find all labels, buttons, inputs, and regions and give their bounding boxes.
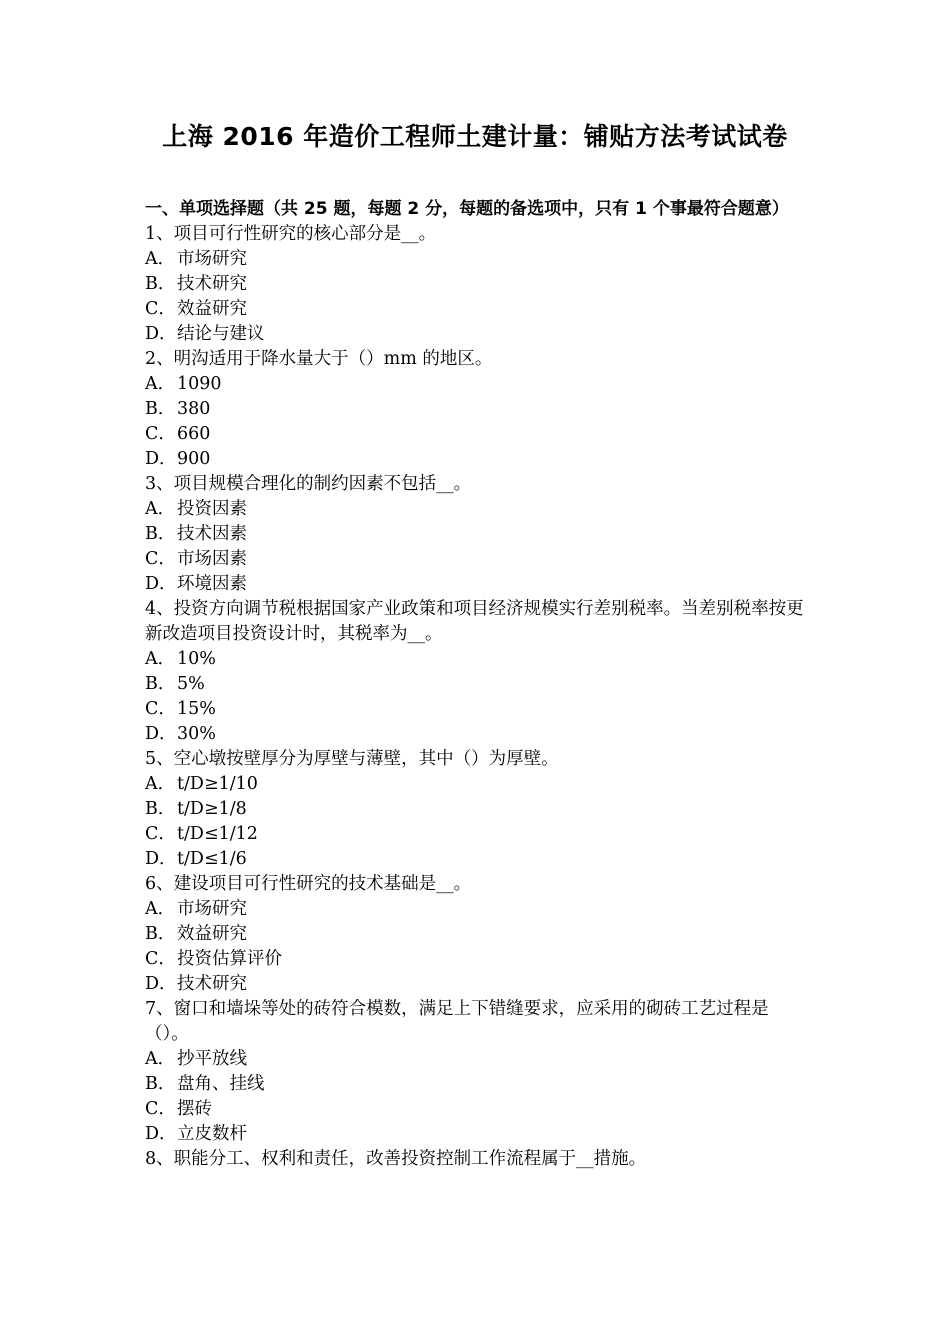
document-body <box>145 197 810 1172</box>
option-letter: A． <box>145 899 176 919</box>
question-text: 1、项目可行性研究的核心部分是__。 <box>145 224 437 244</box>
answer-option <box>145 547 810 572</box>
question-text: 8、职能分工、权利和责任，改善投资控制工作流程属于__措施。 <box>145 1149 647 1169</box>
question-text: 7、窗口和墙垛等处的砖符合模数，满足上下错缝要求，应采用的砌砖工艺过程是（）。 <box>145 999 769 1044</box>
option-letter: D． <box>145 1124 177 1144</box>
option-letter: C． <box>145 824 176 844</box>
option-letter: B． <box>145 524 176 544</box>
option-letter: B． <box>145 924 176 944</box>
answer-option <box>145 272 810 297</box>
answer-option <box>145 1122 810 1147</box>
option-text: 结论与建议 <box>177 324 265 344</box>
answer-option <box>145 697 810 722</box>
option-text: 市场因素 <box>177 549 247 569</box>
option-text: 市场研究 <box>177 899 247 919</box>
question-block <box>145 747 810 872</box>
question-block <box>145 1147 810 1172</box>
option-text: 660 <box>177 424 211 444</box>
option-letter: D． <box>145 724 177 744</box>
answer-option <box>145 672 810 697</box>
answer-option <box>145 847 810 872</box>
answer-option <box>145 897 810 922</box>
option-list <box>145 497 810 597</box>
question-block <box>145 997 810 1147</box>
question-block <box>145 222 810 347</box>
answer-option <box>145 1072 810 1097</box>
answer-option <box>145 447 810 472</box>
answer-option <box>145 722 810 747</box>
option-list <box>145 897 810 997</box>
option-letter: C． <box>145 949 176 969</box>
option-text: 技术因素 <box>177 524 247 544</box>
option-letter: D． <box>145 849 177 869</box>
answer-option <box>145 822 810 847</box>
option-text: 投资估算评价 <box>177 949 282 969</box>
option-text: 效益研究 <box>177 299 247 319</box>
option-letter: D． <box>145 449 177 469</box>
option-letter: D． <box>145 974 177 994</box>
option-list <box>145 1047 810 1147</box>
option-letter: B． <box>145 1074 176 1094</box>
option-text: t/D≤1/12 <box>177 824 258 844</box>
question-text: 3、项目规模合理化的制约因素不包括__。 <box>145 474 472 494</box>
option-text: t/D≥1/10 <box>177 774 258 794</box>
option-text: 900 <box>177 449 211 469</box>
answer-option <box>145 972 810 997</box>
option-text: 市场研究 <box>177 249 247 269</box>
option-letter: C． <box>145 699 176 719</box>
option-letter: C． <box>145 549 176 569</box>
option-text: 摆砖 <box>177 1099 212 1119</box>
option-text: t/D≤1/6 <box>177 849 247 869</box>
option-letter: A． <box>145 649 176 669</box>
option-text: 技术研究 <box>177 274 247 294</box>
option-text: t/D≥1/8 <box>177 799 247 819</box>
question-block <box>145 472 810 597</box>
answer-option <box>145 297 810 322</box>
option-text: 30% <box>177 724 216 744</box>
option-text: 380 <box>177 399 211 419</box>
answer-option <box>145 572 810 597</box>
option-text: 1090 <box>177 374 222 394</box>
question-block <box>145 597 810 747</box>
answer-option <box>145 422 810 447</box>
option-list <box>145 772 810 872</box>
option-letter: A． <box>145 249 176 269</box>
question-block <box>145 872 810 997</box>
answer-option <box>145 397 810 422</box>
option-letter: A． <box>145 774 176 794</box>
answer-option <box>145 247 810 272</box>
option-letter: B． <box>145 674 176 694</box>
option-text: 技术研究 <box>177 974 247 994</box>
question-list <box>145 222 810 1172</box>
question-text: 5、空心墩按壁厚分为厚壁与薄壁，其中（）为厚壁。 <box>145 749 559 769</box>
answer-option <box>145 947 810 972</box>
option-letter: C． <box>145 1099 176 1119</box>
answer-option <box>145 522 810 547</box>
option-letter: C． <box>145 299 176 319</box>
option-text: 10% <box>177 649 216 669</box>
answer-option <box>145 497 810 522</box>
option-text: 环境因素 <box>177 574 247 594</box>
option-list <box>145 647 810 747</box>
question-text: 6、建设项目可行性研究的技术基础是__。 <box>145 874 472 894</box>
option-text: 15% <box>177 699 216 719</box>
option-list <box>145 247 810 347</box>
question-text: 2、明沟适用于降水量大于（）mm 的地区。 <box>145 349 493 369</box>
answer-option <box>145 922 810 947</box>
option-text: 5% <box>177 674 205 694</box>
question-text: 4、投资方向调节税根据国家产业政策和项目经济规模实行差别税率。当差别税率按更新改造项目投资设计时，其税率为__。 <box>145 599 804 644</box>
section-heading: 一、单项选择题（共 25 题，每题 2 分，每题的备选项中，只有 1 个事最符合题意） <box>145 199 789 219</box>
answer-option <box>145 322 810 347</box>
option-list <box>145 372 810 472</box>
option-text: 立皮数杆 <box>177 1124 247 1144</box>
option-letter: A． <box>145 1049 176 1069</box>
option-text: 抄平放线 <box>177 1049 247 1069</box>
option-letter: A． <box>145 499 176 519</box>
option-letter: A． <box>145 374 176 394</box>
option-letter: B． <box>145 274 176 294</box>
option-text: 效益研究 <box>177 924 247 944</box>
answer-option <box>145 372 810 397</box>
option-letter: D． <box>145 574 177 594</box>
answer-option <box>145 772 810 797</box>
answer-option <box>145 797 810 822</box>
option-letter: C． <box>145 424 176 444</box>
option-text: 盘角、挂线 <box>177 1074 265 1094</box>
question-block <box>145 347 810 472</box>
option-letter: D． <box>145 324 177 344</box>
answer-option <box>145 647 810 672</box>
option-letter: B． <box>145 399 176 419</box>
answer-option <box>145 1047 810 1072</box>
answer-option <box>145 1097 810 1122</box>
document-title: 上海 2016 年造价工程师土建计量：铺贴方法考试试卷 <box>162 122 788 151</box>
option-letter: B． <box>145 799 176 819</box>
option-text: 投资因素 <box>177 499 247 519</box>
